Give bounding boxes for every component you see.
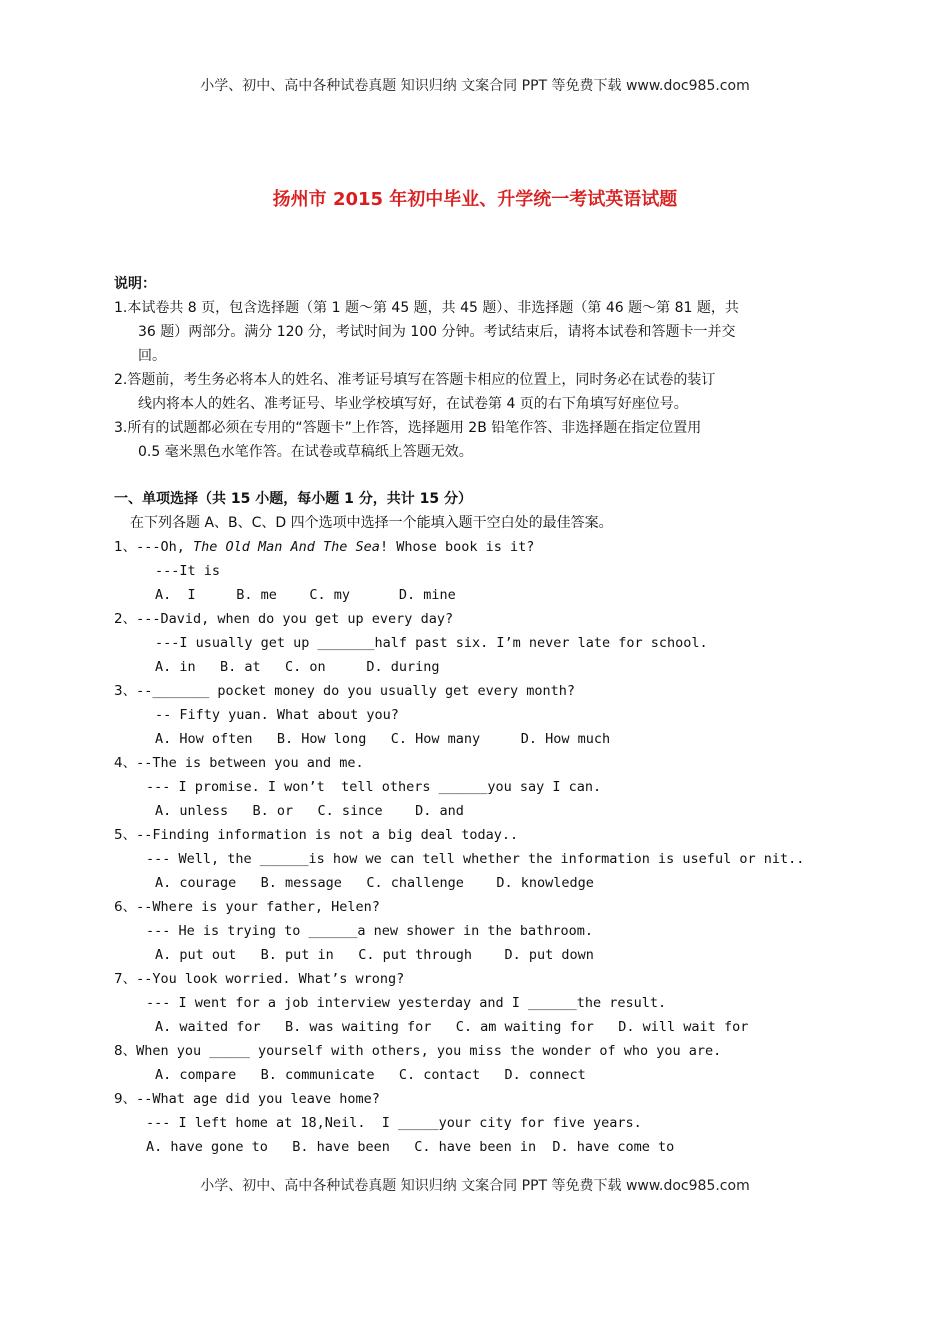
page-header: 小学、初中、高中各种试卷真题 知识归纳 文案合同 PPT 等免费下载 www.doc985.com (200, 78, 750, 94)
question-number: 7、 (114, 971, 137, 987)
question-3-stem (114, 679, 575, 703)
note-item-2 (114, 368, 838, 416)
question-5-stem (114, 823, 518, 847)
question-1-stem (114, 535, 534, 559)
question-text: --Where is your father, Helen? (136, 899, 380, 915)
question-text: ! Whose book is it? (379, 539, 535, 555)
question-9-stem (114, 1087, 380, 1111)
page-footer: 小学、初中、高中各种试卷真题 知识归纳 文案合同 PPT 等免费下载 www.doc985.com (200, 1178, 750, 1194)
note-line: 线内将本人的姓名、准考证号、毕业学校填写好，在试卷第 4 页的右下角填写好座位号。 (138, 396, 688, 412)
question-number: 1、 (114, 539, 137, 555)
note-line: 回。 (138, 348, 166, 364)
question-4-answer: --- I promise. I won’t tell others ______you say I can. (146, 779, 602, 795)
question-text: --Finding information is not a big deal today.. (136, 827, 519, 843)
note-item-3 (114, 416, 838, 464)
book-title: The Old Man And The Sea (193, 539, 380, 555)
question-8-options: A. compare B. communicate C. contact D. connect (155, 1067, 586, 1083)
section-instruction: 在下列各题 A、B、C、D 四个选项中选择一个能填入题干空白处的最佳答案。 (130, 515, 613, 531)
question-5-options: A. courage B. message C. challenge D. knowledge (155, 875, 594, 891)
question-text: ---Oh, (136, 539, 193, 555)
question-1-options: A. I B. me C. my D. mine (155, 587, 456, 603)
question-3-answer: -- Fifty yuan. What about you? (155, 707, 399, 723)
note-line: 36 题）两部分。满分 120 分，考试时间为 100 分钟。考试结束后，请将本试卷和答题卡一并交 (138, 324, 736, 340)
notes-heading: 说明： (114, 276, 156, 292)
note-line: 2.答题前，考生务必将本人的姓名、准考证号填写在答题卡相应的位置上，同时务必在试卷的装订 (114, 372, 716, 388)
question-number: 6、 (114, 899, 137, 915)
question-text: --The is between you and me. (136, 755, 364, 771)
question-7-options: A. waited for B. was waiting for C. am waiting for D. will wait for (155, 1019, 749, 1035)
note-line: 0.5 毫米黑色水笔作答。在试卷或草稿纸上答题无效。 (138, 444, 473, 460)
question-2-stem (114, 607, 453, 631)
question-2-answer: ---I usually get up _______half past six. I’m never late for school. (155, 635, 708, 651)
exam-title: 扬州市 2015 年初中毕业、升学统一考试英语试题 (272, 189, 678, 210)
question-text: --You look worried. What’s wrong? (136, 971, 405, 987)
question-6-options: A. put out B. put in C. put through D. put down (155, 947, 594, 963)
question-7-answer: --- I went for a job interview yesterday and I ______the result. (146, 995, 667, 1011)
question-4-options: A. unless B. or C. since D. and (155, 803, 464, 819)
section-heading: 一、单项选择（共 15 小题，每小题 1 分，共计 15 分） (114, 491, 472, 507)
question-5-answer: --- Well, the ______is how we can tell whether the information is useful or nit.. (146, 851, 805, 867)
question-text: --_______ pocket money do you usually get every month? (136, 683, 575, 699)
note-line: 3.所有的试题都必须在专用的“答题卡”上作答，选择题用 2B 铅笔作答、非选择题在指定位置用 (114, 420, 702, 436)
question-text: When you _____ yourself with others, you miss the wonder of who you are. (136, 1043, 722, 1059)
question-number: 2、 (114, 611, 137, 627)
question-3-options: A. How often B. How long C. How many D. How much (155, 731, 611, 747)
question-number: 5、 (114, 827, 137, 843)
question-number: 3、 (114, 683, 137, 699)
question-1-answer: ---It is (155, 563, 221, 579)
question-7-stem (114, 967, 404, 991)
question-4-stem (114, 751, 364, 775)
question-text: --What age did you leave home? (136, 1091, 380, 1107)
question-2-options: A. in B. at C. on D. during (155, 659, 440, 675)
note-item-1 (114, 296, 838, 368)
question-9-answer: --- I left home at 18,Neil. I _____your city for five years. (146, 1115, 642, 1131)
question-6-answer: --- He is trying to ______a new shower in the bathroom. (146, 923, 594, 939)
question-number: 4、 (114, 755, 137, 771)
question-number: 9、 (114, 1091, 137, 1107)
question-text: ---David, when do you get up every day? (136, 611, 454, 627)
question-number: 8、 (114, 1043, 137, 1059)
note-line: 1.本试卷共 8 页，包含选择题（第 1 题～第 45 题，共 45 题）、非选择题（第 46 题～第 81 题，共 (114, 300, 739, 316)
question-9-options: A. have gone to B. have been C. have been in D. have come to (146, 1139, 675, 1155)
question-6-stem (114, 895, 380, 919)
question-8-stem (114, 1039, 721, 1063)
